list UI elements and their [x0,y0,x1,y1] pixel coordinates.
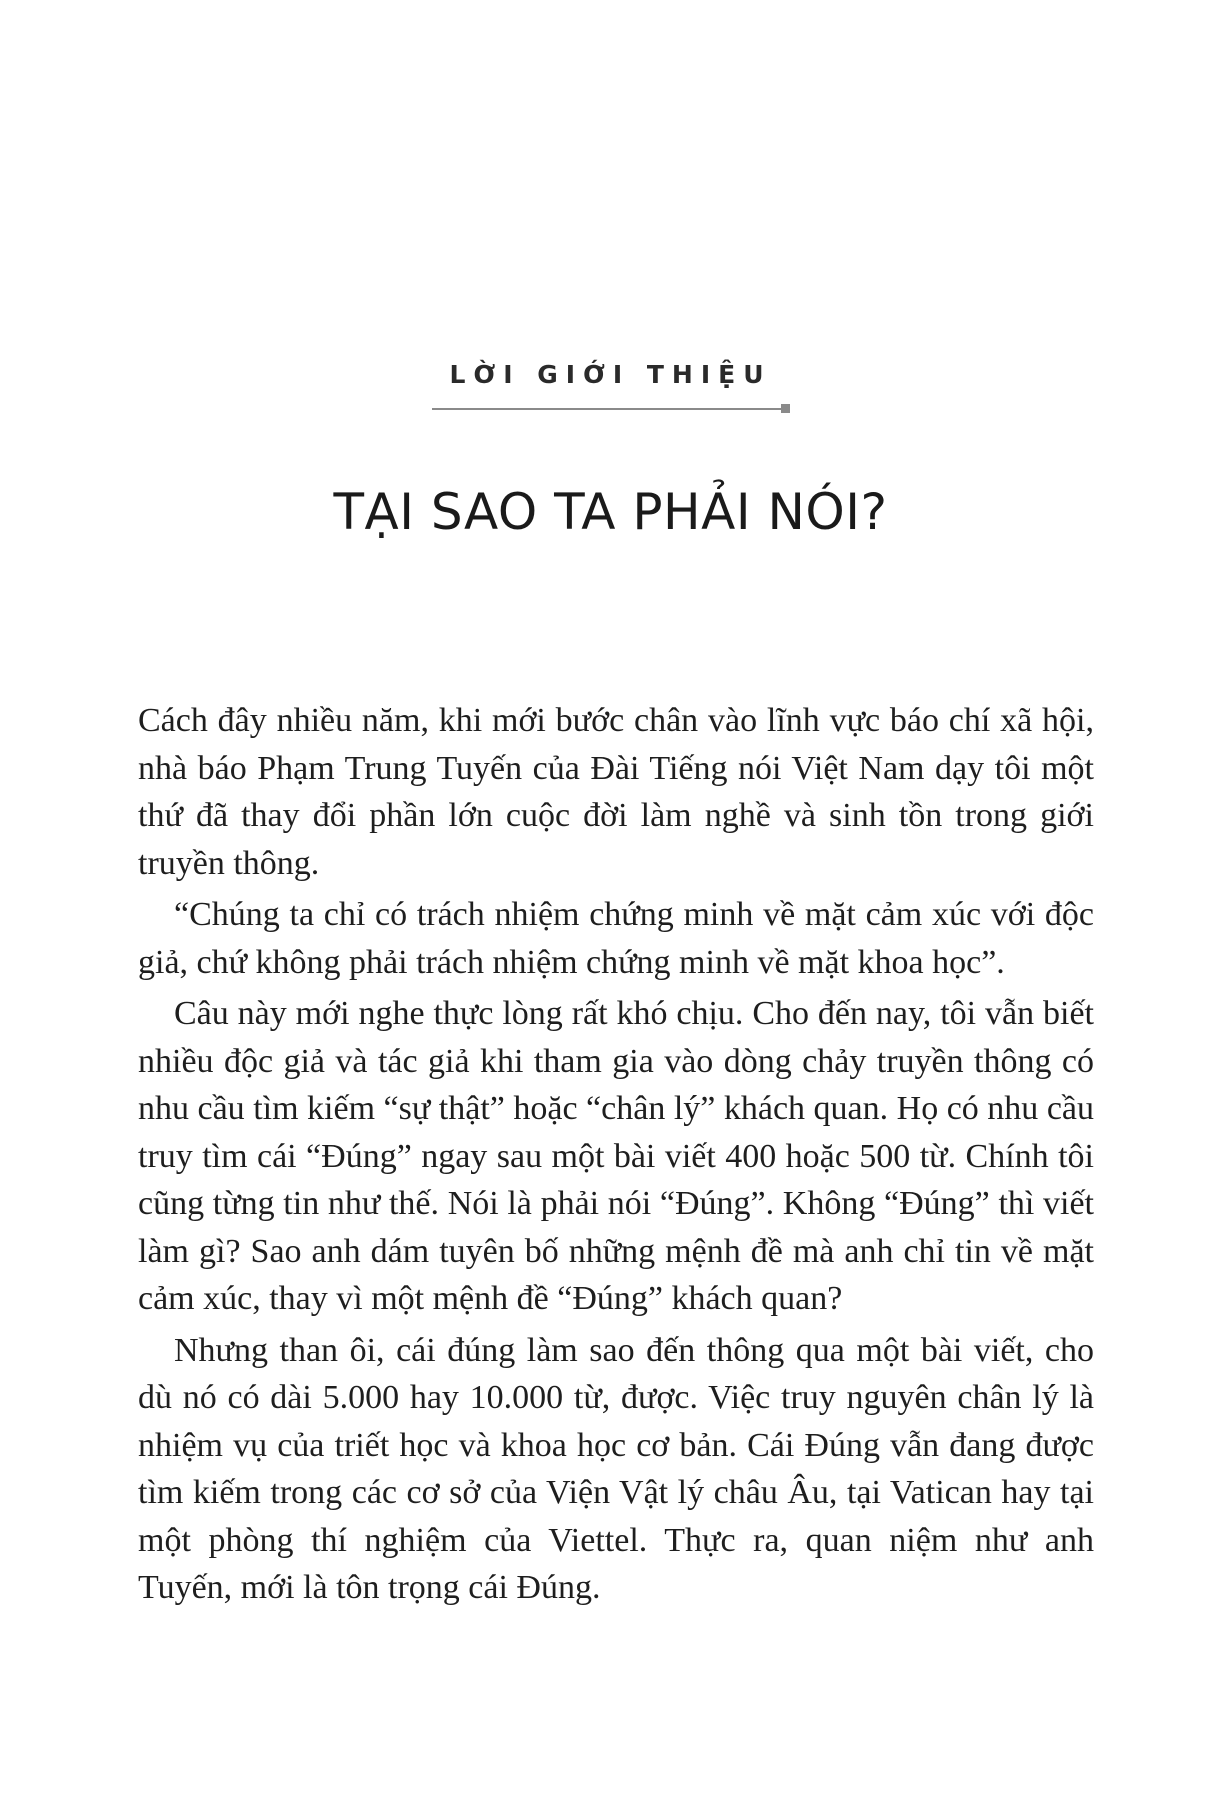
chapter-title: TẠI SAO TA PHẢI NÓI? [333,483,888,541]
section-label: LỜI GIỚI THIỆU [449,360,772,389]
paragraph-1: Cách đây nhiều năm, khi mới bước chân vào lĩnh vực báo chí xã hội, nhà báo Phạm Trung Tuyến của Đài Tiếng nói Việt Nam dạy tôi một thứ đã thay đổi phần lớn cuộc đời làm nghề và sinh tồn trong giới truyền thông. [138,702,1094,882]
body-text [138,697,1094,1616]
paragraph-3: Câu này mới nghe thực lòng rất khó chịu. Cho đến nay, tôi vẫn biết nhiều độc giả và tác giả khi tham gia vào dòng chảy truyền thông có nhu cầu tìm kiếm “sự thật” hoặc “chân lý” khách quan. Họ có nhu cầu truy tìm cái “Đúng” ngay sau một bài viết 400 hoặc 500 từ. Chính tôi cũng từng tin như thế. Nói là phải nói “Đúng”. Không “Đúng” thì viết làm gì? Sao anh dám tuyên bố những mệnh đề mà anh chỉ tin về mặt cảm xúc, thay vì một mệnh đề “Đúng” khách quan? [138,995,1094,1317]
section-divider-end-square [781,404,790,413]
section-divider-rule [432,408,784,410]
paragraph-2: “Chúng ta chỉ có trách nhiệm chứng minh về mặt cảm xúc với độc giả, chứ không phải trách nhiệm chứng minh về mặt khoa học”. [138,896,1094,981]
paragraph-4: Nhưng than ôi, cái đúng làm sao đến thông qua một bài viết, cho dù nó có dài 5.000 hay 10.000 từ, được. Việc truy nguyên chân lý là nhiệm vụ của triết học và khoa học cơ bản. Cái Đúng vẫn đang được tìm kiếm trong các cơ sở của Viện Vật lý châu Âu, tại Vatican hay tại một phòng thí nghiệm của Viettel. Thực ra, quan niệm như anh Tuyến, mới là tôn trọng cái Đúng. [138,1331,1094,1606]
